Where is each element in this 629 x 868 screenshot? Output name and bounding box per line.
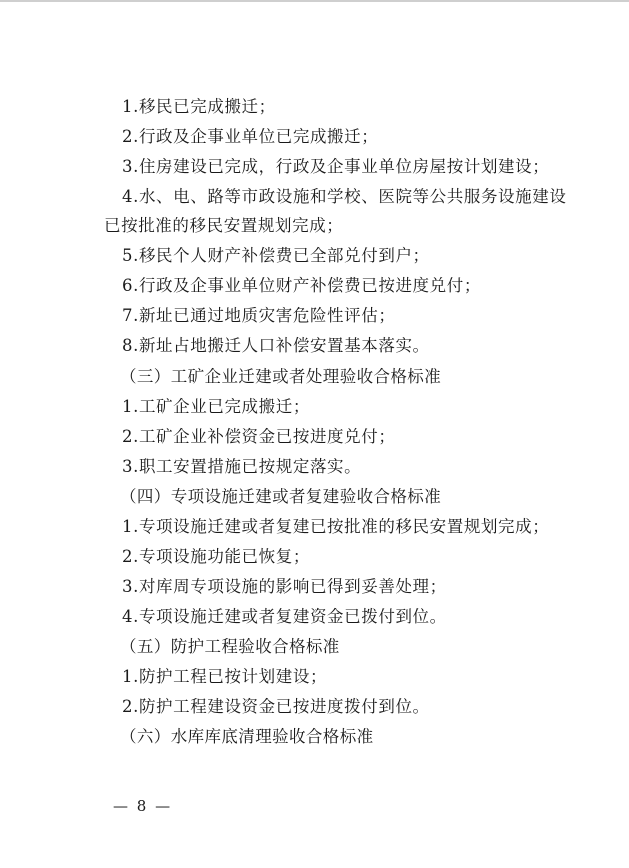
item-4-continued: 已按批准的移民安置规划完成； bbox=[104, 216, 344, 235]
section-4-heading: （四）专项设施迁建或者复建验收合格标准 bbox=[120, 487, 442, 506]
section-5-item-1: 1.防护工程已按计划建设； bbox=[122, 667, 328, 686]
item-7-geological-assessment: 7.新址已通过地质灾害危险性评估； bbox=[122, 306, 396, 325]
item-5-personal-compensation: 5.移民个人财产补偿费已全部兑付到户； bbox=[122, 246, 430, 265]
section-4-item-2: 2.专项设施功能已恢复； bbox=[122, 547, 310, 566]
item-6-institution-compensation: 6.行政及企事业单位财产补偿费已按进度兑付； bbox=[122, 276, 481, 295]
item-1-relocation-complete: 1.移民已完成搬迁； bbox=[122, 97, 276, 116]
item-4-public-facilities: 4.水、电、路等市政设施和学校、医院等公共服务设施建设 bbox=[122, 187, 567, 206]
page-number: — 8 — bbox=[113, 797, 173, 815]
section-3-item-1: 1.工矿企业已完成搬迁； bbox=[122, 397, 310, 416]
section-3-item-3: 3.职工安置措施已按规定落实。 bbox=[122, 457, 362, 476]
section-4-item-3: 3.对库周专项设施的影响已得到妥善处理； bbox=[122, 577, 447, 596]
section-6-heading: （六）水库库底清理验收合格标准 bbox=[120, 727, 374, 746]
section-3-heading: （三）工矿企业迁建或者处理验收合格标准 bbox=[120, 367, 442, 386]
section-4-item-4: 4.专项设施迁建或者复建资金已拨付到位。 bbox=[122, 607, 447, 626]
item-2-institutions-relocated: 2.行政及企事业单位已完成搬迁； bbox=[122, 127, 379, 146]
item-3-housing-complete: 3.住房建设已完成，行政及企事业单位房屋按计划建设； bbox=[122, 157, 550, 176]
section-5-item-2: 2.防护工程建设资金已按进度拨付到位。 bbox=[122, 697, 430, 716]
section-3-item-2: 2.工矿企业补偿资金已按进度兑付； bbox=[122, 427, 396, 446]
section-5-heading: （五）防护工程验收合格标准 bbox=[120, 637, 340, 656]
item-8-new-site-resettlement: 8.新址占地搬迁人口补偿安置基本落实。 bbox=[122, 336, 430, 355]
section-4-item-1: 1.专项设施迁建或者复建已按批准的移民安置规划完成； bbox=[122, 517, 550, 536]
